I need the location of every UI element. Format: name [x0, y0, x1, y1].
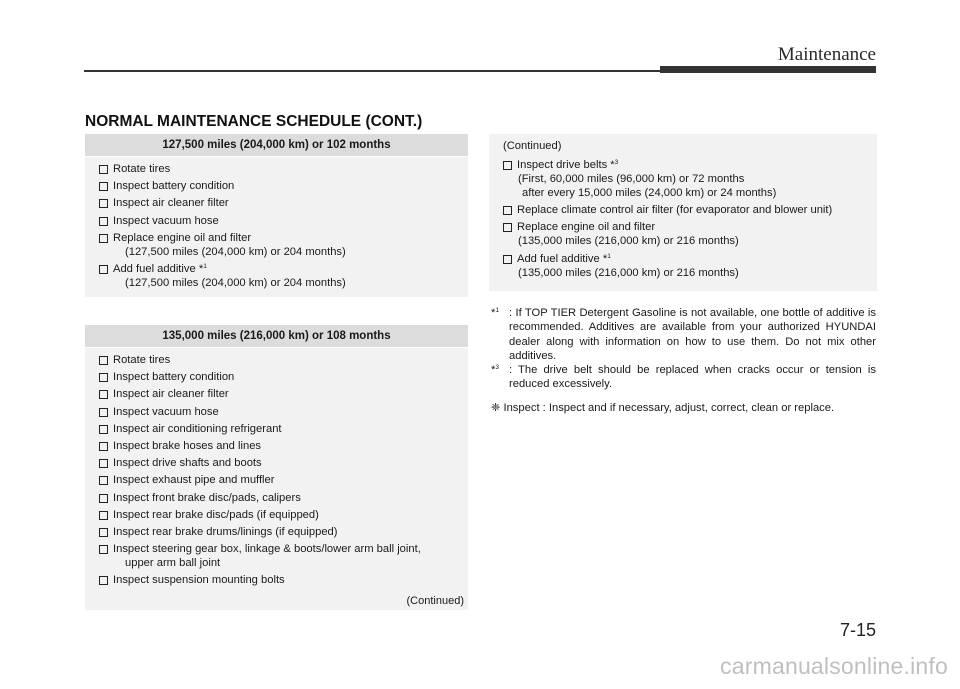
- footnotes: [491, 306, 876, 415]
- footnote-1: *$^1$ : If TOP TIER Detergent Gasoline is not available, one bottle of additive is recommended. Additives are available from your authorized HYUNDAI dealer along with information on how to use them. Do not mix other additives.: [491, 307, 876, 362]
- checkbox-icon: [503, 223, 512, 232]
- checklist-item: Inspect battery condition: [99, 179, 458, 193]
- checklist-item: Inspect rear brake disc/pads (if equipped): [99, 508, 458, 522]
- checklist-item: Inspect brake hoses and lines: [99, 439, 458, 453]
- schedule-box-continued: [489, 134, 877, 291]
- checkbox-icon: [99, 408, 108, 417]
- checklist-item: Inspect steering gear box, linkage & boots/lower arm ball joint, upper arm ball joint: [99, 542, 458, 570]
- checklist-item: Inspect air cleaner filter: [99, 196, 458, 210]
- checkbox-icon: [99, 545, 108, 554]
- checklist-item: Inspect vacuum hose: [99, 405, 458, 419]
- checkbox-icon: [99, 494, 108, 503]
- watermark-logo: carmanualsonline.info: [720, 653, 948, 679]
- checklist-item: Add fuel additive *$^1$ (127,500 miles (204,000 km) or 204 months): [99, 262, 458, 290]
- continued-label: (Continued): [503, 140, 562, 152]
- checkbox-icon: [99, 234, 108, 243]
- checklist-item: Inspect drive belts *$^3$ (First, 60,000 miles (96,000 km) or 72 months after every 15,000 miles (24,000 km) or 24 months): [503, 158, 867, 200]
- header-title: Maintenance: [777, 44, 876, 65]
- checkbox-icon: [503, 206, 512, 215]
- schedule-box-135000: [85, 325, 468, 610]
- schedule-heading: 127,500 miles (204,000 km) or 102 months: [85, 134, 468, 157]
- checklist-item: Inspect air conditioning refrigerant: [99, 422, 458, 436]
- checklist-item: Add fuel additive *$^1$ (135,000 miles (216,000 km) or 216 months): [503, 252, 867, 280]
- section-title: NORMAL MAINTENANCE SCHEDULE (CONT.): [85, 113, 423, 130]
- checklist-item: Inspect front brake disc/pads, calipers: [99, 491, 458, 505]
- checklist-item: Inspect rear brake drums/linings (if equipped): [99, 525, 458, 539]
- checklist-item: Replace engine oil and filter (127,500 miles (204,000 km) or 204 months): [99, 231, 458, 259]
- checkbox-icon: [99, 528, 108, 537]
- checklist-item: Rotate tires: [99, 162, 458, 176]
- footnote-3: *$^3$ : The drive belt should be replaced when cracks occur or tension is reduced excessively.: [491, 364, 876, 391]
- schedule-box-127500: [85, 134, 468, 297]
- checkbox-icon: [99, 265, 108, 274]
- inspect-legend: ❈ Inspect : Inspect and if necessary, adjust, correct, clean or replace.: [491, 401, 835, 414]
- continued-label: (Continued): [406, 595, 464, 607]
- checklist-item: Inspect drive shafts and boots: [99, 456, 458, 470]
- checkbox-icon: [99, 356, 108, 365]
- header-rule: [84, 70, 660, 72]
- checkbox-icon: [99, 165, 108, 174]
- checkbox-icon: [99, 390, 108, 399]
- checkbox-icon: [99, 373, 108, 382]
- checklist-item: Inspect battery condition: [99, 370, 458, 384]
- checklist-item: Inspect vacuum hose: [99, 214, 458, 228]
- header-bar: [660, 66, 876, 73]
- checkbox-icon: [99, 442, 108, 451]
- checklist-item: Inspect suspension mounting bolts: [99, 573, 458, 587]
- checkbox-icon: [99, 182, 108, 191]
- page-number: 7-15: [839, 620, 876, 640]
- checkbox-icon: [99, 199, 108, 208]
- checkbox-icon: [503, 255, 512, 264]
- checkbox-icon: [503, 161, 512, 170]
- checklist-item: Inspect air cleaner filter: [99, 387, 458, 401]
- checkbox-icon: [99, 576, 108, 585]
- checklist-item: Rotate tires: [99, 353, 458, 367]
- checkbox-icon: [99, 425, 108, 434]
- checkbox-icon: [99, 217, 108, 226]
- checklist-item: Replace engine oil and filter (135,000 miles (216,000 km) or 216 months): [503, 220, 867, 248]
- checklist-item: Replace climate control air filter (for evaporator and blower unit): [503, 203, 867, 217]
- schedule-heading: 135,000 miles (216,000 km) or 108 months: [85, 325, 468, 348]
- checkbox-icon: [99, 511, 108, 520]
- checkbox-icon: [99, 476, 108, 485]
- checklist-item: Inspect exhaust pipe and muffler: [99, 473, 458, 487]
- checkbox-icon: [99, 459, 108, 468]
